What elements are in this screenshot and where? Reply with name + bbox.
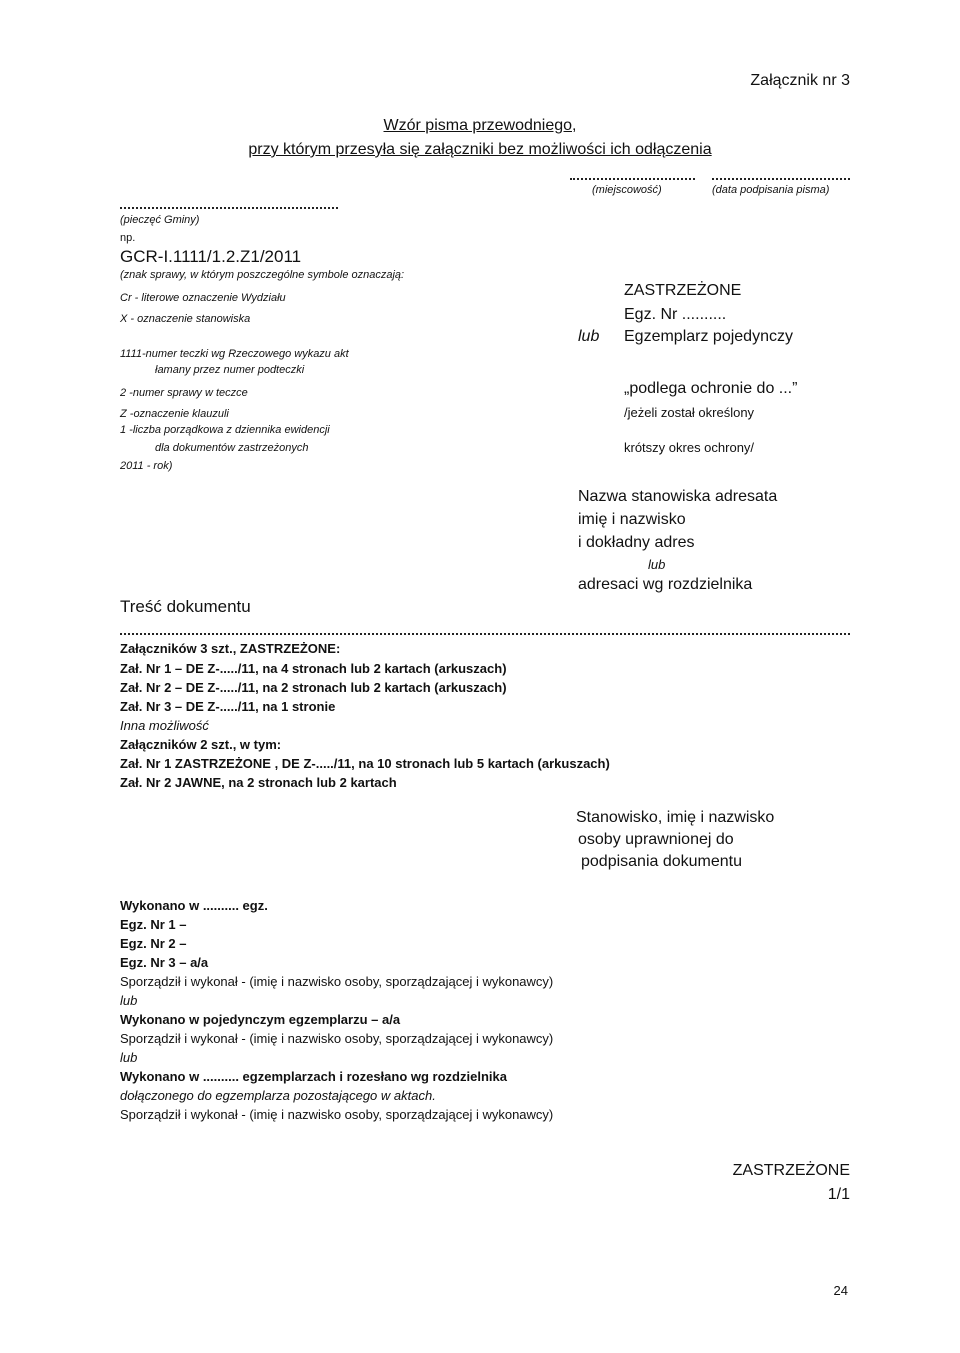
bottom-classification: ZASTRZEŻONE [732,1162,850,1179]
footer-line: Egz. Nr 2 – [120,936,187,951]
footer-line: Sporządził i wykonał - (imię i nazwisko osoby, sporządzającej i wykonawcy) [120,1031,554,1046]
addressee-line: i dokładny adres [578,534,695,551]
note-line: Cr - literowe oznaczenie Wydziału [120,292,286,304]
signature-line: podpisania dokumentu [581,853,743,870]
addressee-line: imię i nazwisko [578,511,686,528]
footer-line: Wykonano w .......... egzemplarzach i rozesłano wg rozdzielnika [120,1069,507,1084]
protection-note: /jeżeli został określony [624,405,755,420]
footer-line: lub [120,1050,138,1065]
ref-prefix: np. [120,232,136,244]
signature-line: Stanowisko, imię i nazwisko [576,809,775,826]
attachment-line: Zał. Nr 1 ZASTRZEŻONE , DE Z-...../11, na 10 stronach lub 5 kartach (arkuszach) [120,756,610,771]
note-line: łamany przez numer podteczki [155,364,305,376]
date-label: (data podpisania pisma) [712,184,830,196]
document-body-label: Treść dokumentu [120,597,251,616]
attachment-line: Zał. Nr 2 JAWNE, na 2 stronach lub 2 kartach [120,775,397,790]
note-line: 1111-numer teczki wg Rzeczowego wykazu akt [120,348,349,360]
protection-note: krótszy okres ochrony/ [624,440,755,455]
note-line: 1 -liczba porządkowa z dziennika ewidencji [120,424,330,436]
footer-line: lub [120,993,138,1008]
note-line: 2 -numer sprawy w teczce [120,387,248,399]
title-line-2: przy którym przesyła się załączniki bez możliwości ich odłączenia [248,141,712,158]
footer-line: Egz. Nr 3 – a/a [120,955,209,970]
classification: ZASTRZEŻONE [624,282,742,299]
attachment-line: Zał. Nr 2 – DE Z-...../11, na 2 stronach lub 2 kartach (arkuszach) [120,680,507,695]
note-line: X - oznaczenie stanowiska [120,313,251,325]
addressee-line: Nazwa stanowiska adresata [578,488,778,505]
attachment-line: Załączników 3 szt., ZASTRZEŻONE: [120,641,341,656]
attachment-line: Inna możliwość [120,718,209,733]
place-label: (miejscowość) [592,184,662,196]
reference-note: (znak sprawy, w którym poszczególne symbole oznaczają: [120,269,405,281]
page-number: 24 [833,1283,848,1298]
attachment-line: Zał. Nr 3 – DE Z-...../11, na 1 stronie [120,699,336,714]
footer-line: Wykonano w pojedynczym egzemplarzu – a/a [120,1012,401,1027]
page-fraction: 1/1 [827,1186,850,1203]
stamp-label: (pieczęć Gminy) [120,214,200,226]
note-line: Z -oznaczenie klauzuli [120,408,229,420]
footer-line: Sporządził i wykonał - (imię i nazwisko osoby, sporządzającej i wykonawcy) [120,1107,554,1122]
note-line: 2011 - rok) [120,460,173,472]
copy-number: Egz. Nr .......... [624,306,727,323]
addressee-lub: lub [648,557,666,572]
stamp-dots [120,207,338,209]
footer-line: Wykonano w .......... egz. [120,898,268,913]
lub-label: lub [578,328,600,345]
note-line: dla dokumentów zastrzeżonych [155,442,309,454]
signature-line: osoby uprawnionej do [578,831,734,848]
attachment-line: Załączników 2 szt., w tym: [120,737,282,752]
title-line-1: Wzór pisma przewodniego, [383,117,577,134]
annex-label: Załącznik nr 3 [750,72,850,89]
case-reference: GCR-I.1111/1.2.Z1/2011 [120,247,302,266]
footer-line: Egz. Nr 1 – [120,917,187,932]
protection-clause: „podlega ochronie do ...” [624,380,798,397]
addressee-line: adresaci wg rozdzielnika [578,576,753,593]
place-dots [570,178,695,180]
separator-dots [120,633,850,635]
single-copy: Egzemplarz pojedynczy [624,328,793,345]
footer-line: Sporządził i wykonał - (imię i nazwisko osoby, sporządzającej i wykonawcy) [120,974,554,989]
attachment-line: Zał. Nr 1 – DE Z-...../11, na 4 stronach lub 2 kartach (arkuszach) [120,661,507,676]
date-dots [712,178,850,180]
footer-line: dołączonego do egzemplarza pozostającego w aktach. [120,1088,436,1103]
